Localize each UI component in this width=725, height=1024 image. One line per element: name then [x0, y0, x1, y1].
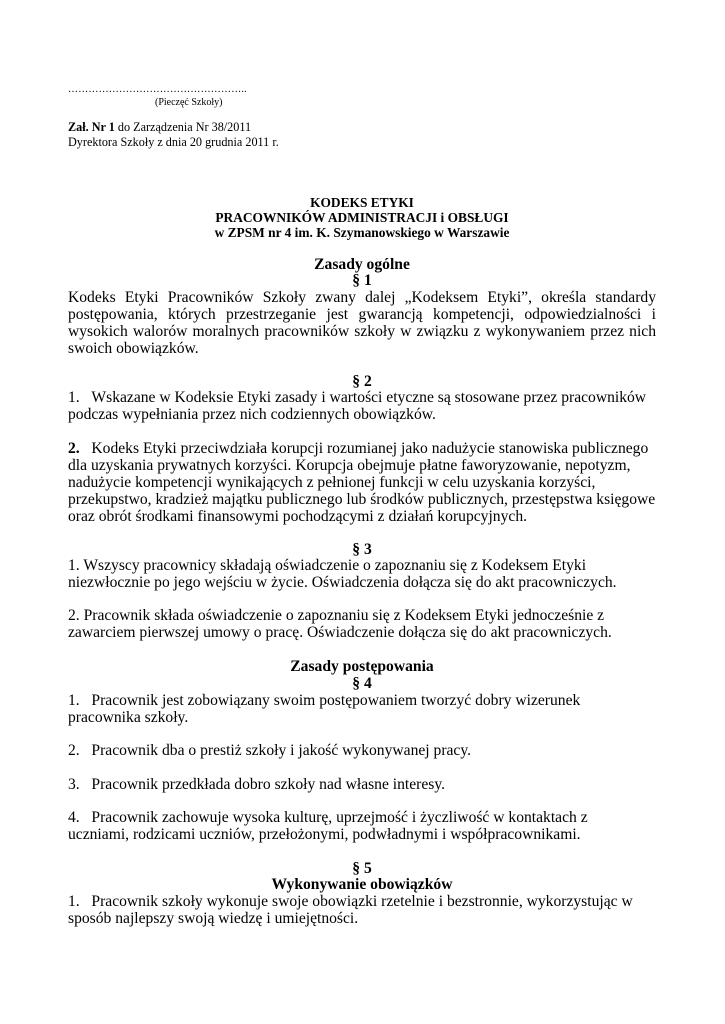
item-number: 2.	[68, 607, 80, 624]
paragraph-sign-5: § 5	[352, 860, 372, 877]
paragraph-1-text: Kodeks Etyki Pracowników Szkoły zwany dalej „Kodeksem Etyki”, określa standardy postępowania, których przestrzeganie jest gwarancją kompetencji, odpowiedzialności i wysokich walorów moralnych pracowników szkoły w związku z wykonywaniem przez nich swoich obowiązków.	[68, 289, 656, 357]
paragraph-5-heading: Wykonywanie obowiązków	[271, 876, 453, 893]
stamp-dots: ……………………………………………..	[68, 84, 247, 95]
item-text: Kodeks Etyki przeciwdziała korupcji rozumianej jako nadużycie stanowiska publicznego dla uzyskania prywatnych korzyści. Korupcja obejmuje płatne faworyzowanie, nepotyzm, nadużycie kompetencji wynikających z pełnionej funkcji w celu uzyskania korzyści, przekupstwo, kradzież majątku publicznego lub środków publicznych, przestępstwa księgowe oraz obrót środkami finansowymi pochodzącymi z działań korupcyjnych.	[68, 440, 656, 525]
attachment-line-2: Dyrektora Szkoły z dnia 20 grudnia 2011 r.	[68, 135, 279, 149]
item-number: 1.	[68, 692, 80, 709]
paragraph-2-item-2	[68, 440, 656, 525]
item-number: 1.	[68, 557, 80, 574]
attachment-number: Zał. Nr 1	[68, 120, 115, 134]
document-title-1: KODEKS ETYKI	[310, 195, 414, 210]
item-number: 4.	[68, 809, 80, 826]
document-title-2: PRACOWNIKÓW ADMINISTRACJI i OBSŁUGI	[215, 210, 509, 225]
item-text: Wszyscy pracownicy składają oświadczenie o zapoznaniu się z Kodeksem Etyki niezwłocznie po jego wejściu w życie. Oświadczenia dołącza się do akt pracowniczych.	[68, 557, 617, 591]
item-number: 1.	[68, 389, 80, 406]
paragraph-3-item-1	[68, 557, 656, 591]
document-title-3: w ZPSM nr 4 im. K. Szymanowskiego w Warszawie	[214, 225, 510, 240]
item-text: Pracownik dba o prestiż szkoły i jakość wykonywanej pracy.	[91, 742, 472, 759]
paragraph-sign-4: § 4	[352, 675, 372, 692]
paragraph-5-item-1	[68, 893, 648, 927]
section-heading-conduct: Zasady postępowania	[290, 658, 434, 675]
item-number: 2.	[68, 440, 80, 457]
paragraph-sign-1: § 1	[352, 272, 372, 289]
item-number: 2.	[68, 742, 80, 759]
item-text: Pracownik składa oświadczenie o zapoznaniu się z Kodeksem Etyki jednocześnie z zawarciem pierwszej umowy o pracę. Oświadczenie dołącza się do akt pracowniczych.	[68, 607, 612, 641]
stamp-label: (Pieczęć Szkoły)	[155, 97, 223, 108]
item-text: Pracownik szkoły wykonuje swoje obowiązki rzetelnie i bezstronnie, wykorzystując w sposób najlepszy swoją wiedzę i umiejętności.	[68, 893, 633, 927]
paragraph-sign-2: § 2	[352, 373, 372, 390]
attachment-decree: do Zarządzenia Nr 38/2011	[114, 120, 252, 134]
paragraph-sign-3: § 3	[352, 541, 372, 558]
section-heading-general: Zasady ogólne	[314, 256, 410, 273]
item-number: 3.	[68, 776, 80, 793]
item-text: Pracownik jest zobowiązany swoim postępowaniem tworzyć dobry wizerunek pracownika szkoły.	[68, 692, 581, 726]
attachment-line-1	[68, 120, 251, 134]
paragraph-4-item-1	[68, 692, 638, 726]
item-text: Wskazane w Kodeksie Etyki zasady i wartości etyczne są stosowane przez pracowników podczas wypełniania przez nich codziennych obowiązków.	[68, 389, 647, 423]
item-number: 1.	[68, 893, 80, 910]
paragraph-4-item-2	[68, 742, 656, 759]
item-text: Pracownik przedkłada dobro szkoły nad własne interesy.	[91, 776, 446, 793]
item-text: Pracownik zachowuje wysoka kulturę, uprzejmość i życzliwość w kontaktach z uczniami, rodzicami uczniów, przełożonymi, podwładnymi i współpracownikami.	[68, 809, 588, 843]
paragraph-4-item-3	[68, 776, 656, 793]
paragraph-3-item-2	[68, 607, 656, 641]
paragraph-2-item-1	[68, 389, 656, 423]
paragraph-4-item-4	[68, 809, 638, 843]
